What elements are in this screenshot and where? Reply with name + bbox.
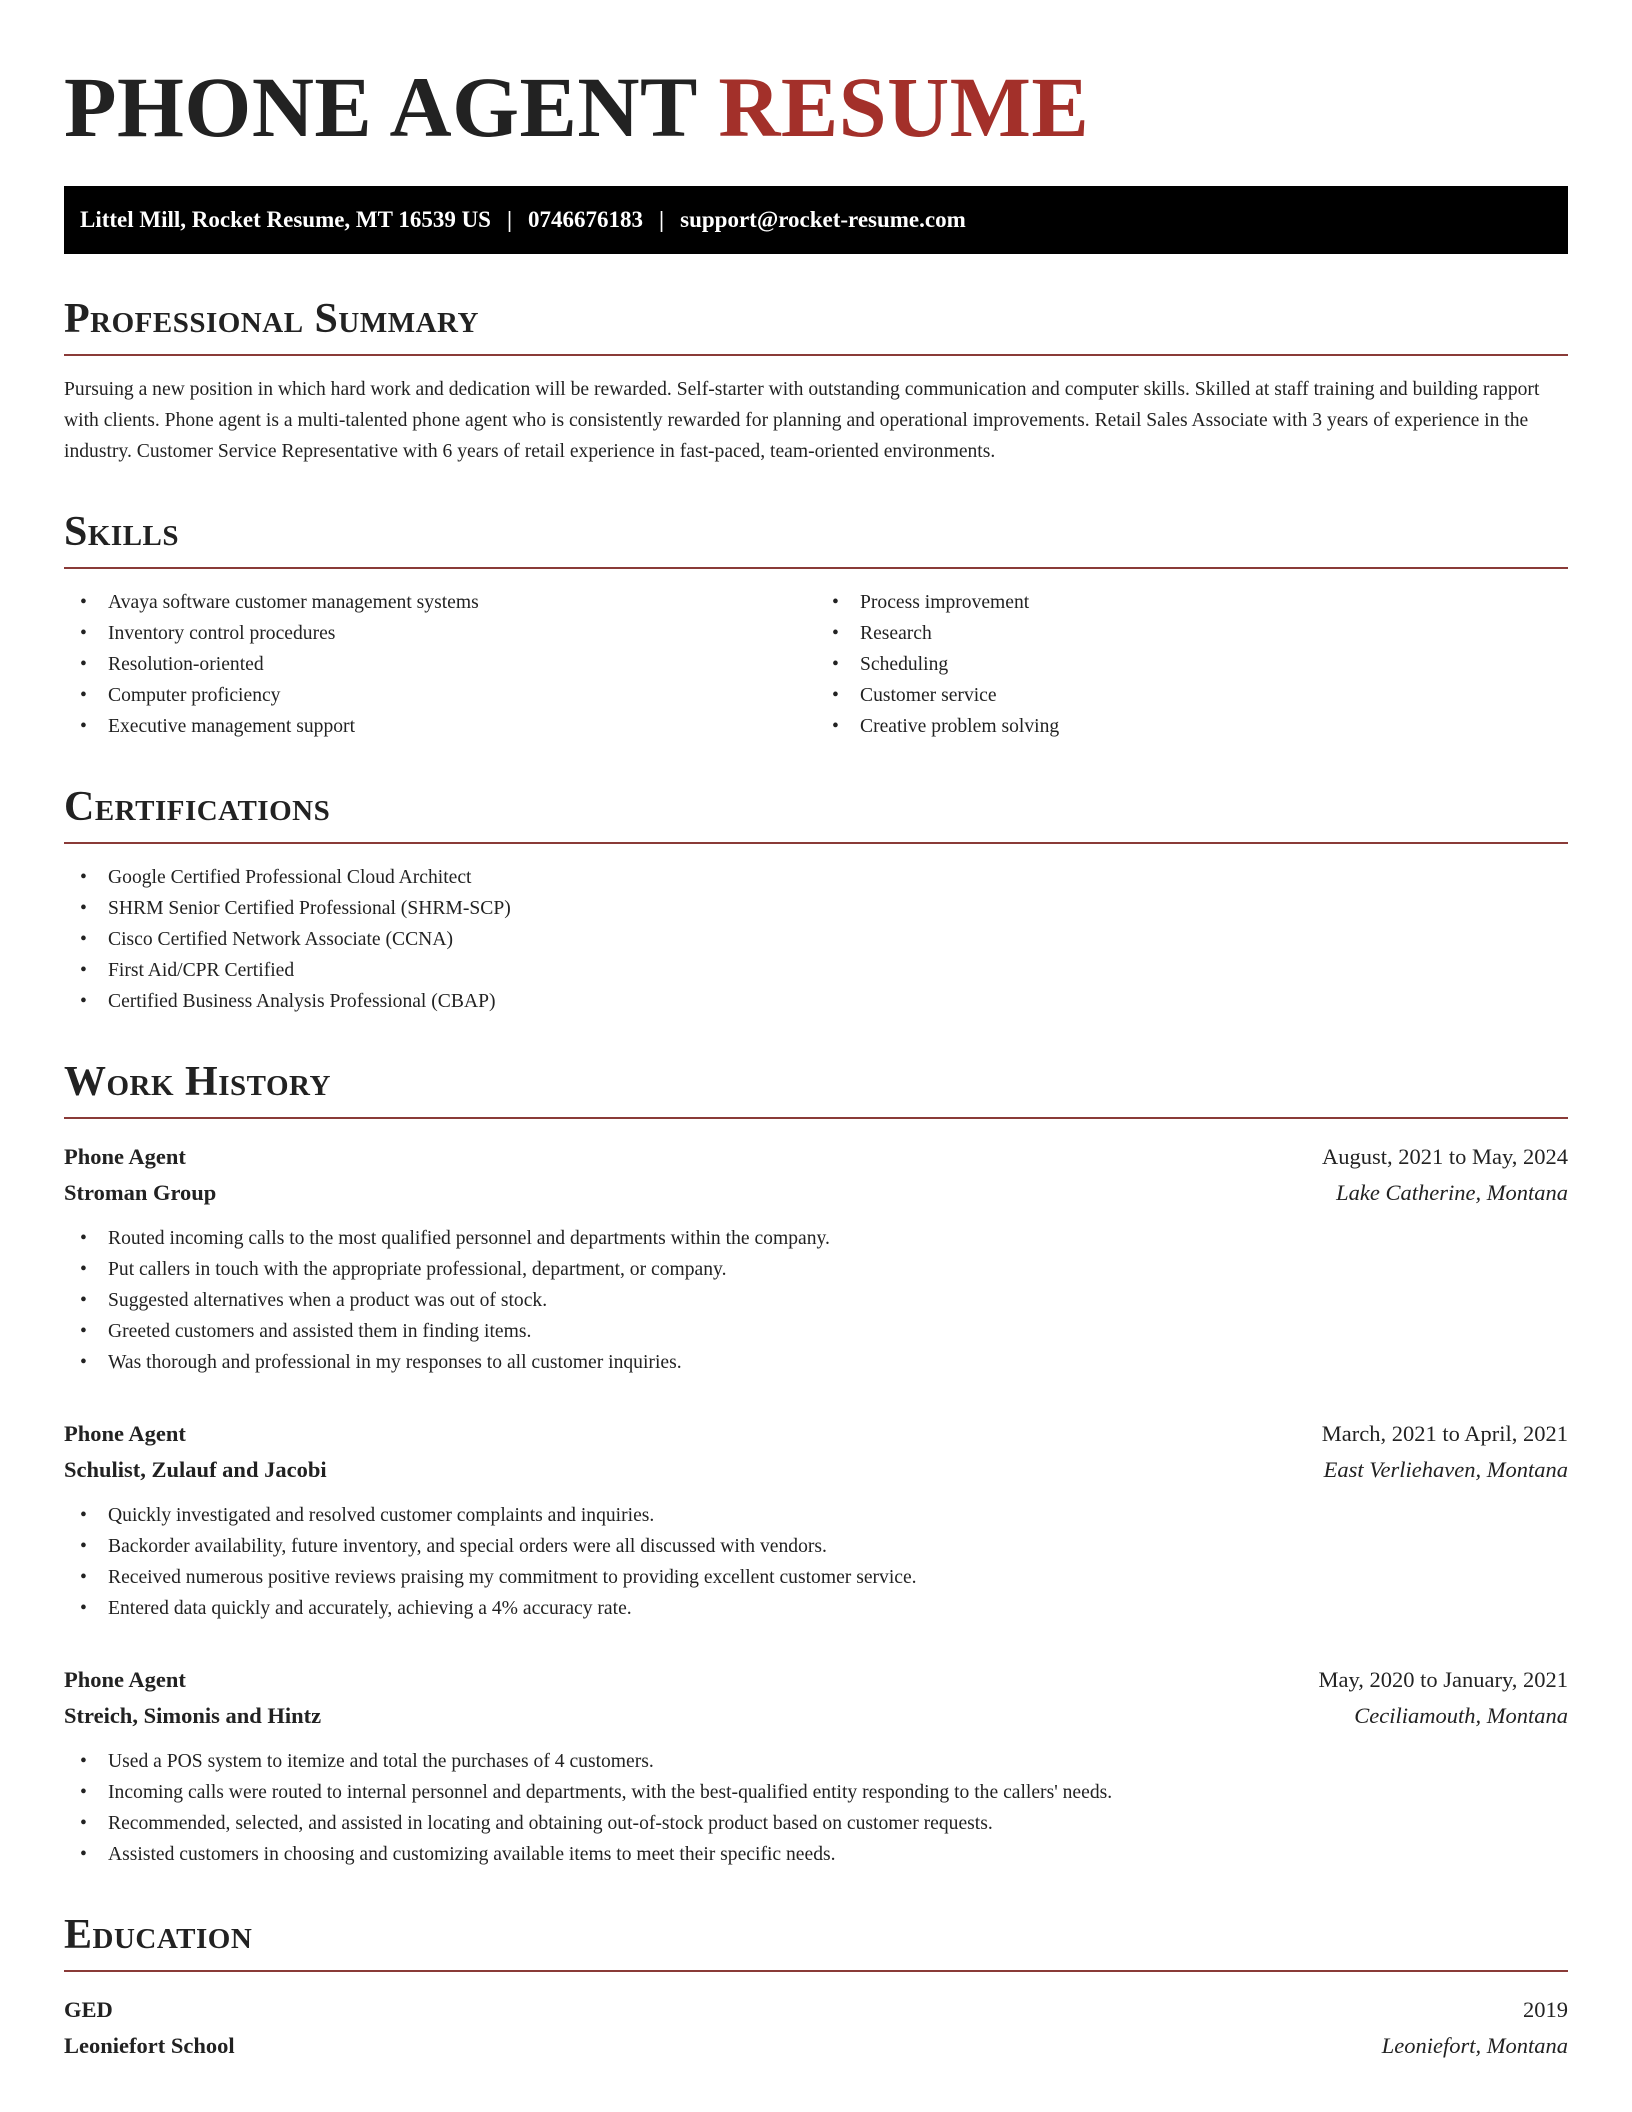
skill-item: • Creative problem solving xyxy=(816,711,1568,742)
resume-title xyxy=(64,59,1568,155)
summary-text: Pursuing a new position in which hard work and dedication will be rewarded. Self-starter with outstanding communication and computer skills. Skilled at staff training and building rapport with clients. Phone agent is a multi-talented phone agent who is consistently rewarded for planning and operational improvements. Retail Sales Associate with 3 years of experience in the industry. Customer Service Representative with 6 years of retail experience in fast-paced, team-oriented environments. xyxy=(64,379,1540,462)
contact-address: Littel Mill, Rocket Resume, MT 16539 US xyxy=(80,207,491,232)
job-location: Lake Catherine, Montana xyxy=(1336,1180,1568,1205)
job-duty: • Suggested alternatives when a product was out of stock. xyxy=(64,1285,1568,1316)
skill-item: • Customer service xyxy=(816,680,1568,711)
skill-item: • Inventory control procedures xyxy=(64,618,816,649)
job-location: Ceciliamouth, Montana xyxy=(1354,1703,1568,1728)
certification-item: • SHRM Senior Certified Professional (SHRM-SCP) xyxy=(64,893,1568,924)
job-company-row xyxy=(64,1698,1568,1734)
job-location: East Verliehaven, Montana xyxy=(1323,1457,1568,1482)
certification-item: • Google Certified Professional Cloud Architect xyxy=(64,862,1568,893)
certification-item: • Certified Business Analysis Professional (CBAP) xyxy=(64,986,1568,1017)
contact-email[interactable]: support@rocket-resume.com xyxy=(680,207,966,232)
summary-section xyxy=(64,298,1568,467)
job-duty: • Greeted customers and assisted them in finding items. xyxy=(64,1316,1568,1347)
job-entry xyxy=(64,1416,1568,1624)
job-company-row xyxy=(64,1175,1568,1211)
job-header-row xyxy=(64,1139,1568,1175)
contact-separator: | xyxy=(506,207,513,232)
job-duty: • Backorder availability, future inventory, and special orders were all discussed with vendors. xyxy=(64,1531,1568,1562)
skills-heading: Skills xyxy=(64,511,1568,569)
job-duty: • Was thorough and professional in my responses to all customer inquiries. xyxy=(64,1347,1568,1378)
job-duty: • Recommended, selected, and assisted in locating and obtaining out-of-stock product based on customer requests. xyxy=(64,1808,1568,1839)
contact-phone[interactable]: 0746676183 xyxy=(528,207,644,232)
education-degree: GED xyxy=(64,1997,113,2022)
job-company: Schulist, Zulauf and Jacobi xyxy=(64,1457,327,1482)
job-duty: • Used a POS system to itemize and total the purchases of 4 customers. xyxy=(64,1746,1568,1777)
education-location: Leoniefort, Montana xyxy=(1381,2033,1568,2058)
job-header-row xyxy=(64,1662,1568,1698)
contact-bar xyxy=(64,186,1568,254)
skills-list-left xyxy=(64,587,816,742)
skill-item: • Resolution-oriented xyxy=(64,649,816,680)
job-dates: August, 2021 to May, 2024 xyxy=(1321,1144,1568,1169)
contact-separator: | xyxy=(659,207,665,232)
skills-section xyxy=(64,511,1568,742)
job-duty: • Assisted customers in choosing and customizing available items to meet their specific needs. xyxy=(64,1839,1568,1870)
education-school: Leoniefort School xyxy=(64,2033,235,2058)
work-history-section xyxy=(64,1061,1568,1870)
education-school-row xyxy=(64,2028,1568,2064)
education-section xyxy=(64,1914,1568,2064)
skills-grid xyxy=(64,587,1568,742)
job-duties-list xyxy=(64,1746,1568,1870)
job-duty: • Entered data quickly and accurately, achieving a 4% accuracy rate. xyxy=(64,1593,1568,1624)
job-duty: • Routed incoming calls to the most qualified personnel and departments within the company. xyxy=(64,1223,1568,1254)
job-entry xyxy=(64,1139,1568,1378)
skill-item: • Research xyxy=(816,618,1568,649)
certification-item: • Cisco Certified Network Associate (CCNA) xyxy=(64,924,1568,955)
skills-list-right xyxy=(816,587,1568,742)
job-duty: • Put callers in touch with the appropriate professional, department, or company. xyxy=(64,1254,1568,1285)
job-company-row xyxy=(64,1452,1568,1488)
skill-item: • Avaya software customer management systems xyxy=(64,587,816,618)
title-name: PHONE AGENT xyxy=(64,59,697,155)
job-dates: March, 2021 to April, 2021 xyxy=(1321,1421,1568,1446)
education-heading: Education xyxy=(64,1914,1568,1972)
education-degree-row xyxy=(64,1992,1568,2028)
title-resume: RESUME xyxy=(718,59,1090,155)
summary-heading: Professional Summary xyxy=(64,298,1568,356)
skill-item: • Computer proficiency xyxy=(64,680,816,711)
job-company: Streich, Simonis and Hintz xyxy=(64,1703,322,1728)
work-history-heading: Work History xyxy=(64,1061,1568,1119)
certification-item: • First Aid/CPR Certified xyxy=(64,955,1568,986)
job-duty: • Received numerous positive reviews praising my commitment to providing excellent customer service. xyxy=(64,1562,1568,1593)
job-role: Phone Agent xyxy=(64,1421,186,1446)
job-duty: • Quickly investigated and resolved customer complaints and inquiries. xyxy=(64,1500,1568,1531)
job-header-row xyxy=(64,1416,1568,1452)
job-company: Stroman Group xyxy=(64,1180,217,1205)
skill-item: • Scheduling xyxy=(816,649,1568,680)
skill-item: • Executive management support xyxy=(64,711,816,742)
certifications-section xyxy=(64,786,1568,1017)
job-role: Phone Agent xyxy=(64,1144,186,1169)
job-duties-list xyxy=(64,1500,1568,1624)
job-duty: • Incoming calls were routed to internal personnel and departments, with the best-qualified entity responding to the callers' needs. xyxy=(64,1777,1568,1808)
education-year: 2019 xyxy=(1523,1997,1568,2022)
certifications-heading: Certifications xyxy=(64,786,1568,844)
job-entry xyxy=(64,1662,1568,1870)
job-duties-list xyxy=(64,1223,1568,1378)
certifications-list xyxy=(64,862,1568,1017)
education-entry xyxy=(64,1992,1568,2064)
job-role: Phone Agent xyxy=(64,1667,186,1692)
job-dates: May, 2020 to January, 2021 xyxy=(1318,1667,1568,1692)
skill-item: • Process improvement xyxy=(816,587,1568,618)
